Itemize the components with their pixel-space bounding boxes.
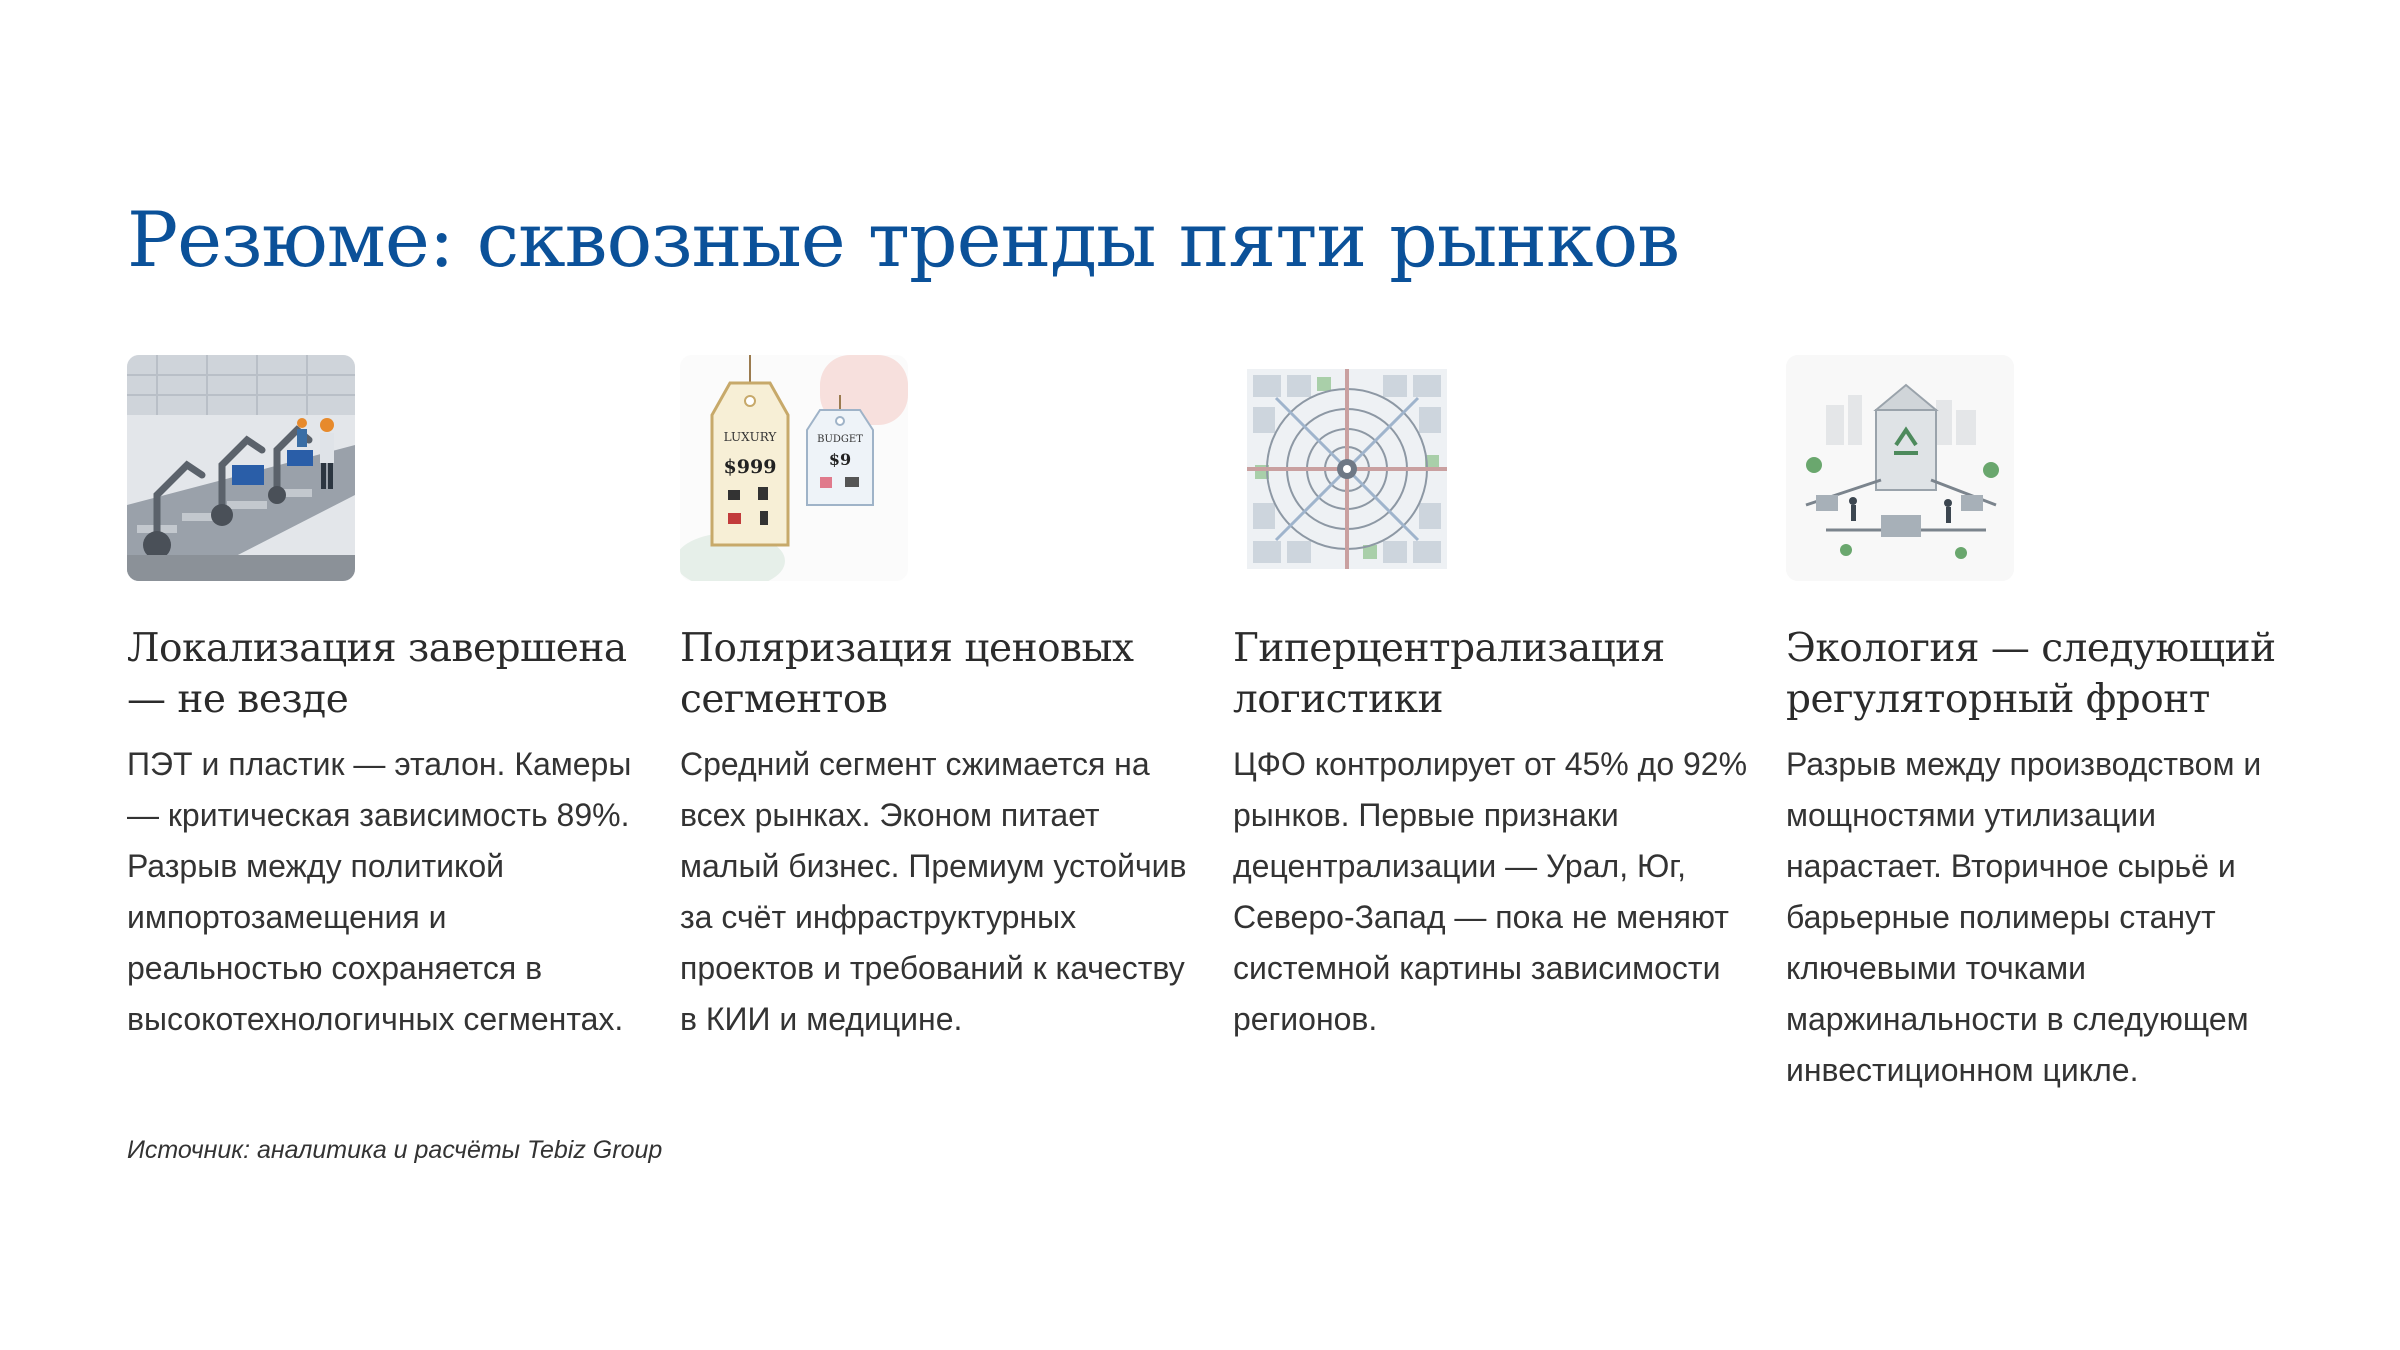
- trend-card-localization: [127, 355, 647, 1045]
- trend-card-ecology: [1786, 355, 2306, 1096]
- budget-tag-price: $9: [828, 450, 852, 469]
- card-text: Средний сегмент сжимается на всех рынках. Эконом питает малый бизнес. Премиум устойчив за счёт инфраструктурных проектов и требований к качеству в КИИ и медицине.: [680, 746, 1187, 1037]
- card-title: Гиперцентрализация логистики: [1233, 626, 1665, 722]
- card-title: Экология — следующий регуляторный фронт: [1786, 626, 2276, 722]
- factory-assembly-line-illustration: [127, 355, 355, 581]
- card-title: Поляризация ценовых сегментов: [680, 626, 1134, 722]
- city-map-hub-illustration: [1233, 355, 1461, 581]
- luxury-tag-label: LUXURY: [723, 430, 777, 444]
- luxury-tag-price: $999: [723, 456, 777, 478]
- page-title: Резюме: сквозные тренды пяти рынков: [127, 195, 1679, 284]
- recycling-plant-illustration: [1786, 355, 2014, 581]
- card-text: ЦФО контролирует от 45% до 92% рынков. Первые признаки децентрализации — Урал, Юг, Северо-Запад — пока не меняют системной картины зависимости регионов.: [1233, 746, 1748, 1037]
- card-text: Разрыв между производством и мощностями утилизации нарастает. Вторичное сырьё и барьерные полимеры станут ключевыми точками маржинальности в следующем инвестиционном цикле.: [1786, 746, 2262, 1088]
- trend-card-price-polarization: [680, 355, 1200, 1045]
- trend-cards: [127, 355, 2287, 1095]
- source-note: Источник: аналитика и расчёты Tebiz Group: [127, 1136, 663, 1164]
- card-text: ПЭТ и пластик — эталон. Камеры — критическая зависимость 89%. Разрыв между политикой импортозамещения и реальностью сохраняется в высокотехнологичных сегментах.: [127, 746, 632, 1037]
- price-tags-illustration: [680, 355, 908, 581]
- budget-tag-label: BUDGET: [817, 434, 863, 445]
- trend-card-logistics: [1233, 355, 1753, 1045]
- card-title: Локализация завершена — не везде: [127, 626, 627, 722]
